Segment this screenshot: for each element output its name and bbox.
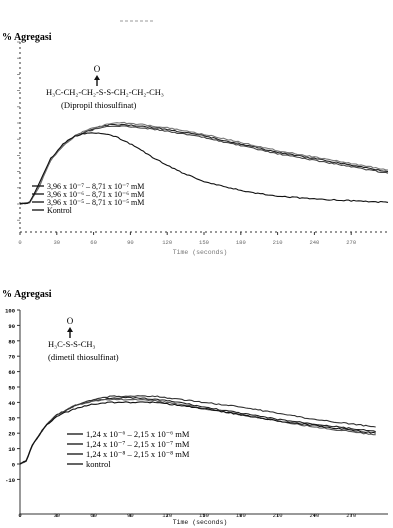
y-tick-label: 30	[8, 415, 15, 423]
x-tick-label: 60	[90, 239, 97, 246]
y-tick-label: -10	[5, 476, 15, 484]
x-tick-label: 180	[235, 512, 246, 519]
x-tick-label: 150	[199, 512, 209, 519]
x-tick-label: 30	[53, 512, 61, 519]
x-tick-label: 30	[53, 239, 61, 246]
legend-label-4: kontrol	[86, 459, 111, 469]
y-tick-label: 0	[11, 461, 15, 469]
legend-label-4: Kontrol	[47, 206, 72, 215]
x-tick-label: 90	[127, 239, 134, 246]
y-tick-label: 100	[5, 307, 15, 315]
annotation-arrow-head	[94, 75, 100, 80]
legend-label-1: 3,96 x 10⁻⁷ – 8,71 x 10⁻⁷ mM	[47, 182, 145, 191]
x-tick-label: 210	[272, 512, 283, 519]
y-tick-label: 90	[8, 322, 15, 330]
x-tick-label: 150	[199, 239, 209, 246]
x-tick-label: 120	[162, 239, 173, 246]
x-axis-label: Time (seconds)	[172, 519, 228, 526]
x-tick-label: 210	[272, 239, 283, 246]
y-tick-label: 40	[8, 399, 15, 407]
y-tick-label: 60	[8, 369, 15, 377]
x-axis-label: Time (seconds)	[172, 249, 228, 256]
annotation-compound-name: (Dipropil thiosulfinat)	[61, 100, 137, 110]
legend-label-2: 3,96 x 10⁻⁶ – 8,71 x 10⁻⁶ mM	[47, 190, 145, 199]
y-tick-label: 50	[8, 384, 15, 392]
annotation-formula: H₃C-S-S-CH₃	[48, 339, 96, 349]
y-tick-label: 20	[8, 430, 15, 438]
y-axis-label: % Agregasi	[2, 289, 52, 300]
x-tick-label: 90	[127, 512, 134, 519]
y-tick-label: 80	[8, 338, 15, 346]
x-tick-label: 270	[346, 239, 357, 246]
x-tick-label: 0	[18, 239, 22, 246]
x-tick-label: 240	[309, 239, 320, 246]
x-tick-label: 270	[346, 512, 357, 519]
x-tick-label: 0	[18, 512, 22, 519]
chart-bottom-panel	[0, 262, 393, 528]
x-tick-label: 120	[162, 512, 173, 519]
annotation-oxygen: O	[66, 316, 74, 326]
y-tick-label: 70	[8, 353, 15, 361]
chart-bottom-dimetil	[0, 262, 393, 528]
y-tick-label: 10	[8, 446, 15, 454]
chart-top-panel	[0, 0, 393, 262]
annotation-compound-name: (dimetil thiosulfinat)	[48, 352, 119, 362]
legend-label-1: 1,24 x 10⁻⁶ – 2,15 x 10⁻⁶ mM	[86, 429, 190, 439]
chart-top-dipropil	[0, 0, 393, 262]
y-axis-label: % Agregasi	[2, 32, 52, 43]
legend-label-3: 1,24 x 10⁻⁸ – 2,15 x 10⁻⁸ mM	[86, 449, 190, 459]
x-tick-label: 240	[309, 512, 320, 519]
x-tick-label: 180	[235, 239, 246, 246]
legend-label-2: 1,24 x 10⁻⁷ – 2,15 x 10⁻⁷ mM	[86, 439, 190, 449]
annotation-arrow-head	[67, 327, 73, 332]
annotation-formula: H₃C-CH₂-CH₂-S-S-CH₂-CH₂-CH₃	[46, 87, 164, 97]
x-tick-label: 60	[90, 512, 97, 519]
legend-label-3: 3,96 x 10⁻⁵ – 8,71 x 10⁻⁵ mM	[47, 198, 145, 207]
annotation-oxygen: O	[93, 64, 101, 74]
